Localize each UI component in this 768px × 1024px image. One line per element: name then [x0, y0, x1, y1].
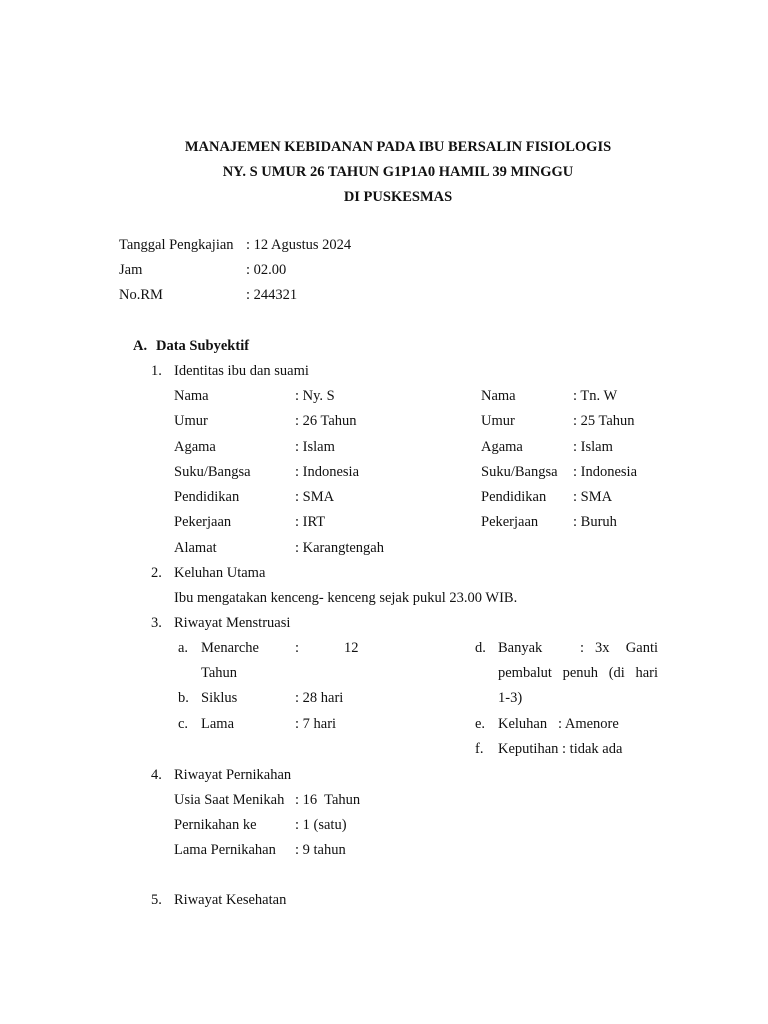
item-1-title: Identitas ibu dan suami: [174, 363, 309, 379]
suami-label: Agama: [481, 439, 523, 455]
item-5-title: Riwayat Kesehatan: [174, 892, 287, 908]
pernikahan-value: : 9 tahun: [295, 842, 346, 858]
ibu-label: Agama: [174, 439, 216, 455]
banyak-value-line-2: pembalut penuh (di hari: [498, 665, 658, 681]
keluhan-utama-text: Ibu mengatakan kenceng- kenceng sejak pukul 23.00 WIB.: [174, 590, 518, 606]
suami-value: : 25 Tahun: [573, 413, 635, 429]
suami-value: : Tn. W: [573, 388, 618, 404]
meta-value-tanggal: : 12 Agustus 2024: [246, 237, 352, 253]
banyak-colon: :: [580, 640, 585, 656]
document-title-line-2: NY. S UMUR 26 TAHUN G1P1A0 HAMIL 39 MINGGU: [222, 164, 574, 180]
suami-label: Umur: [481, 413, 515, 429]
suami-value: : Islam: [573, 439, 613, 455]
item-2-number: 2.: [151, 565, 162, 581]
ibu-value: : Islam: [295, 439, 335, 455]
suami-value: : SMA: [573, 489, 613, 505]
pernikahan-label: Pernikahan ke: [174, 817, 257, 833]
siklus-label: Siklus: [201, 690, 238, 706]
item-4-title: Riwayat Pernikahan: [174, 767, 292, 783]
document-title-line-1: MANAJEMEN KEBIDANAN PADA IBU BERSALIN FISIOLOGIS: [184, 139, 612, 155]
meta-value-norm: : 244321: [246, 287, 298, 303]
suami-value: : Buruh: [573, 514, 617, 530]
menarche-marker: a.: [178, 640, 189, 656]
item-1-number: 1.: [151, 363, 162, 379]
item-4-number: 4.: [151, 767, 162, 783]
menarche-value: 12: [344, 640, 359, 656]
pernikahan-label: Usia Saat Menikah: [174, 792, 285, 808]
siklus-value: : 28 hari: [295, 690, 344, 706]
keluhan-marker: e.: [475, 716, 486, 732]
banyak-label: Banyak: [498, 640, 543, 656]
keputihan-marker: f.: [475, 741, 484, 757]
ibu-label: Nama: [174, 388, 209, 404]
ibu-label: Alamat: [174, 540, 217, 556]
meta-label-norm: No.RM: [119, 287, 163, 303]
pernikahan-value: : 16 Tahun: [295, 792, 361, 808]
keputihan-text: Keputihan : tidak ada: [498, 741, 623, 757]
banyak-value: 3x Ganti: [595, 640, 658, 656]
suami-label: Pendidikan: [481, 489, 547, 505]
siklus-marker: b.: [178, 690, 189, 706]
menarche-label: Menarche: [201, 640, 259, 656]
ibu-value: : Ny. S: [295, 388, 335, 404]
meta-label-tanggal: Tanggal Pengkajian: [119, 237, 234, 253]
ibu-value: : SMA: [295, 489, 335, 505]
menarche-colon: :: [295, 640, 300, 656]
keluhan-text: Keluhan : Amenore: [498, 716, 619, 732]
lama-label: Lama: [201, 716, 235, 732]
item-5-number: 5.: [151, 892, 162, 908]
ibu-value: : Karangtengah: [295, 540, 384, 556]
banyak-value-line-3: 1-3): [498, 690, 523, 706]
ibu-label: Umur: [174, 413, 208, 429]
suami-label: Suku/Bangsa: [481, 464, 558, 480]
item-2-title: Keluhan Utama: [174, 565, 266, 581]
ibu-value: : IRT: [295, 514, 326, 530]
section-a-title: Data Subyektif: [156, 338, 250, 354]
ibu-label: Pekerjaan: [174, 514, 232, 530]
meta-label-jam: Jam: [119, 262, 143, 278]
menarche-unit: Tahun: [201, 665, 238, 681]
ibu-label: Pendidikan: [174, 489, 240, 505]
suami-value: : Indonesia: [573, 464, 638, 480]
ibu-label: Suku/Bangsa: [174, 464, 251, 480]
lama-value: : 7 hari: [295, 716, 337, 732]
banyak-marker: d.: [475, 640, 486, 656]
item-3-title: Riwayat Menstruasi: [174, 615, 291, 631]
pernikahan-value: : 1 (satu): [295, 817, 347, 833]
document-title-line-3: DI PUSKESMAS: [343, 189, 453, 205]
section-a-marker: A.: [133, 338, 148, 354]
ibu-value: : Indonesia: [295, 464, 360, 480]
pernikahan-label: Lama Pernikahan: [174, 842, 276, 858]
ibu-value: : 26 Tahun: [295, 413, 357, 429]
suami-label: Pekerjaan: [481, 514, 539, 530]
item-3-number: 3.: [151, 615, 162, 631]
suami-label: Nama: [481, 388, 516, 404]
meta-value-jam: : 02.00: [246, 262, 287, 278]
lama-marker: c.: [178, 716, 189, 732]
